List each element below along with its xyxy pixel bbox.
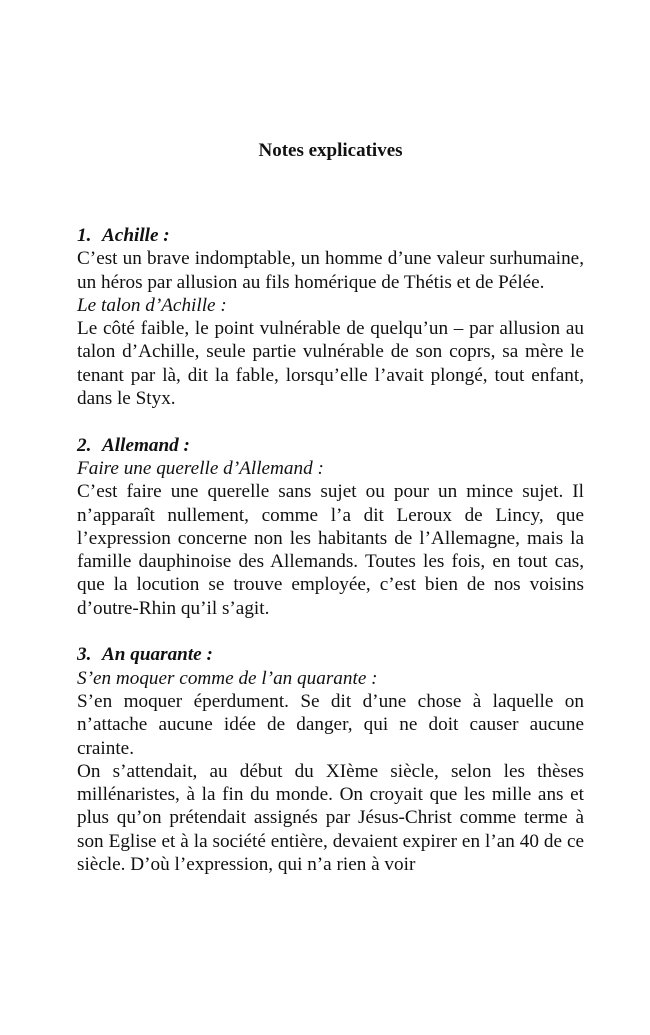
entry-heading xyxy=(77,643,584,666)
entry-paragraph: On s’attendait, au début du XIème siècle, selon les thèses millénaristes, à la fin du monde. On croyait que les mille ans et plus qu’on prétendait assignés par Jésus-Christ comme terme à son Eglise et à la société entière, devaient expirer en l’an 40 de ce siècle. D’où l’expression, qui n’a rien à voir xyxy=(77,760,584,876)
entry-number: 1. xyxy=(77,225,92,246)
page-title: Notes explicatives xyxy=(258,140,403,161)
entry-heading xyxy=(77,224,584,247)
entry-subheading: Faire une querelle d’Allemand : xyxy=(77,457,324,479)
entry-number: 3. xyxy=(77,644,92,666)
notes-body xyxy=(77,224,584,900)
entry-heading xyxy=(77,434,584,457)
entry-paragraph: C’est faire une querelle sans sujet ou pour un mince sujet. Il n’apparaît nullement, comme l’a dit Leroux de Lincy, que l’expression concerne non les habitants de l’Allemagne, mais la famille dauphinoise des Allemands. Toutes les fois, en tout cas, que la locution se trouve employée, c’est bien de nos voisins d’outre-Rhin qu’il s’agit. xyxy=(77,481,584,619)
note-entry-achille xyxy=(77,224,584,410)
entry-subheading: Le talon d’Achille : xyxy=(77,294,227,316)
note-entry-allemand xyxy=(77,434,584,620)
entry-term: An quarante : xyxy=(102,644,213,666)
note-entry-an-quarante xyxy=(77,643,584,876)
entry-term: Allemand : xyxy=(102,434,190,456)
entry-number: 2. xyxy=(77,434,92,456)
entry-term: Achille : xyxy=(102,225,170,246)
entry-paragraph: C’est un brave indomptable, un homme d’une valeur surhumaine, un héros par allusion au fils homérique de Thétis et de Pélée. xyxy=(77,248,584,293)
entry-paragraph: S’en moquer éperdument. Se dit d’une chose à laquelle on n’attache aucune idée de danger, qui ne doit causer aucune crainte. xyxy=(77,690,584,759)
entry-subheading: S’en moquer comme de l’an quarante : xyxy=(77,667,378,689)
entry-paragraph: Le côté faible, le point vulnérable de quelqu’un – par allusion au talon d’Achille, seule partie vulnérable de son coprs, sa mère le tenant par là, dit la fable, lorsqu’elle l’avait plongé, tout enfant, dans le Styx. xyxy=(77,318,584,410)
